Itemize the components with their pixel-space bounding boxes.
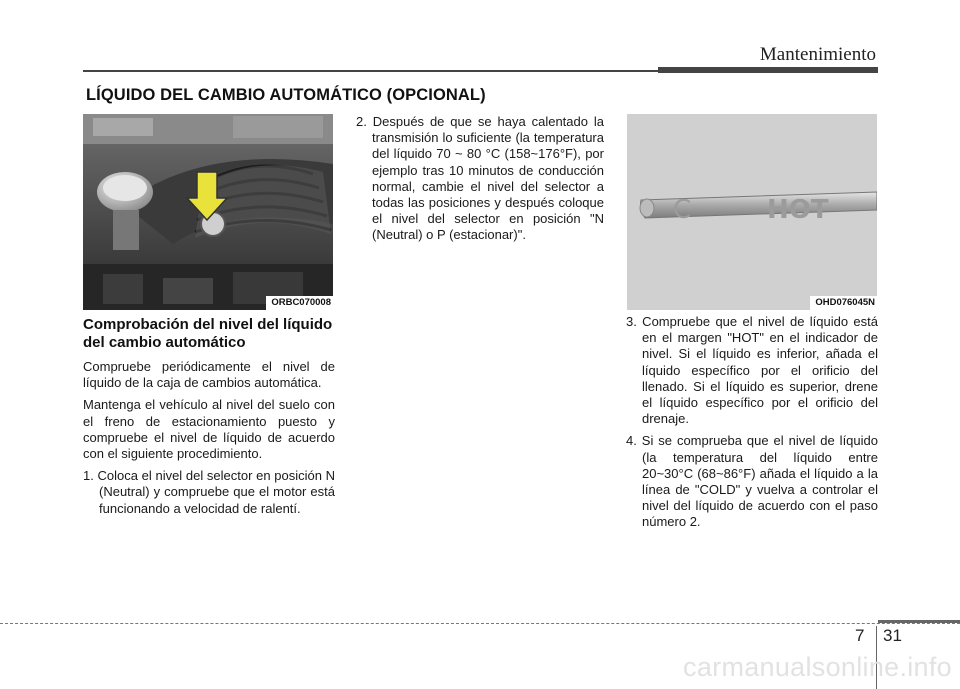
figure-code: ORBC070008 <box>266 296 333 310</box>
footer-rule <box>0 623 960 624</box>
cold-mark: C <box>673 195 692 225</box>
column-middle <box>356 114 604 250</box>
engine-illustration <box>83 114 333 310</box>
hot-mark: HOT <box>767 195 829 225</box>
engine-photo <box>83 114 333 310</box>
header-rule-bar <box>658 67 878 73</box>
list-item: 1. Coloca el nivel del selector en posición N (Neutral) y compruebe que el motor está funcionando a velocidad de ralentí. <box>83 468 335 516</box>
list-item: 2. Después de que se haya calentado la transmisión lo suficiente (la temperatura del líquido 70 ~ 80 °C (158~176°F), por ejemplo tras 10 minutos de conducción normal, cambie el nivel del selector a todas las posiciones y después coloque el nivel del selector en posición "N (Neutral) o P (estacionar)". <box>356 114 604 243</box>
dipstick-photo <box>627 114 877 310</box>
chapter-number: 7 <box>855 626 865 645</box>
list-item: 3. Compruebe que el nivel de líquido está en el margen "HOT" en el indicador de nivel. Si el líquido es inferior, añada el líquido específico por el orificio del llenado. Si el líquido es superior, drene el líquido específico por el orificio del drenaje. <box>626 314 878 427</box>
list-item: 4. Si se comprueba que el nivel de líquido (la temperatura del líquido entre 20~30°C (68~86°F) añada el líquido a la línea de "COLD" y vuelva a controlar el nivel del líquido de acuerdo con el paso número 2. <box>626 433 878 530</box>
header-rule <box>83 70 660 72</box>
footer-rule-bar <box>878 620 960 623</box>
paragraph: Compruebe periódicamente el nivel de líquido de la caja de cambios automática. <box>83 359 335 391</box>
dipstick-illustration <box>627 114 877 310</box>
section-title: LÍQUIDO DEL CAMBIO AUTOMÁTICO (OPCIONAL) <box>86 86 486 104</box>
figure-code: OHD076045N <box>810 296 877 310</box>
page-number: 31 <box>883 626 902 645</box>
paragraph: Mantenga el vehículo al nivel del suelo con el freno de estacionamiento puesto y compruebe el nivel de líquido de acuerdo con el siguiente procedimiento. <box>83 397 335 462</box>
column-left <box>83 316 335 523</box>
subsection-title: Comprobación del nivel del líquido del cambio automático <box>83 316 333 351</box>
running-header: Mantenimiento <box>759 44 876 65</box>
column-right <box>626 314 878 537</box>
watermark: carmanualsonline.info <box>683 652 952 682</box>
